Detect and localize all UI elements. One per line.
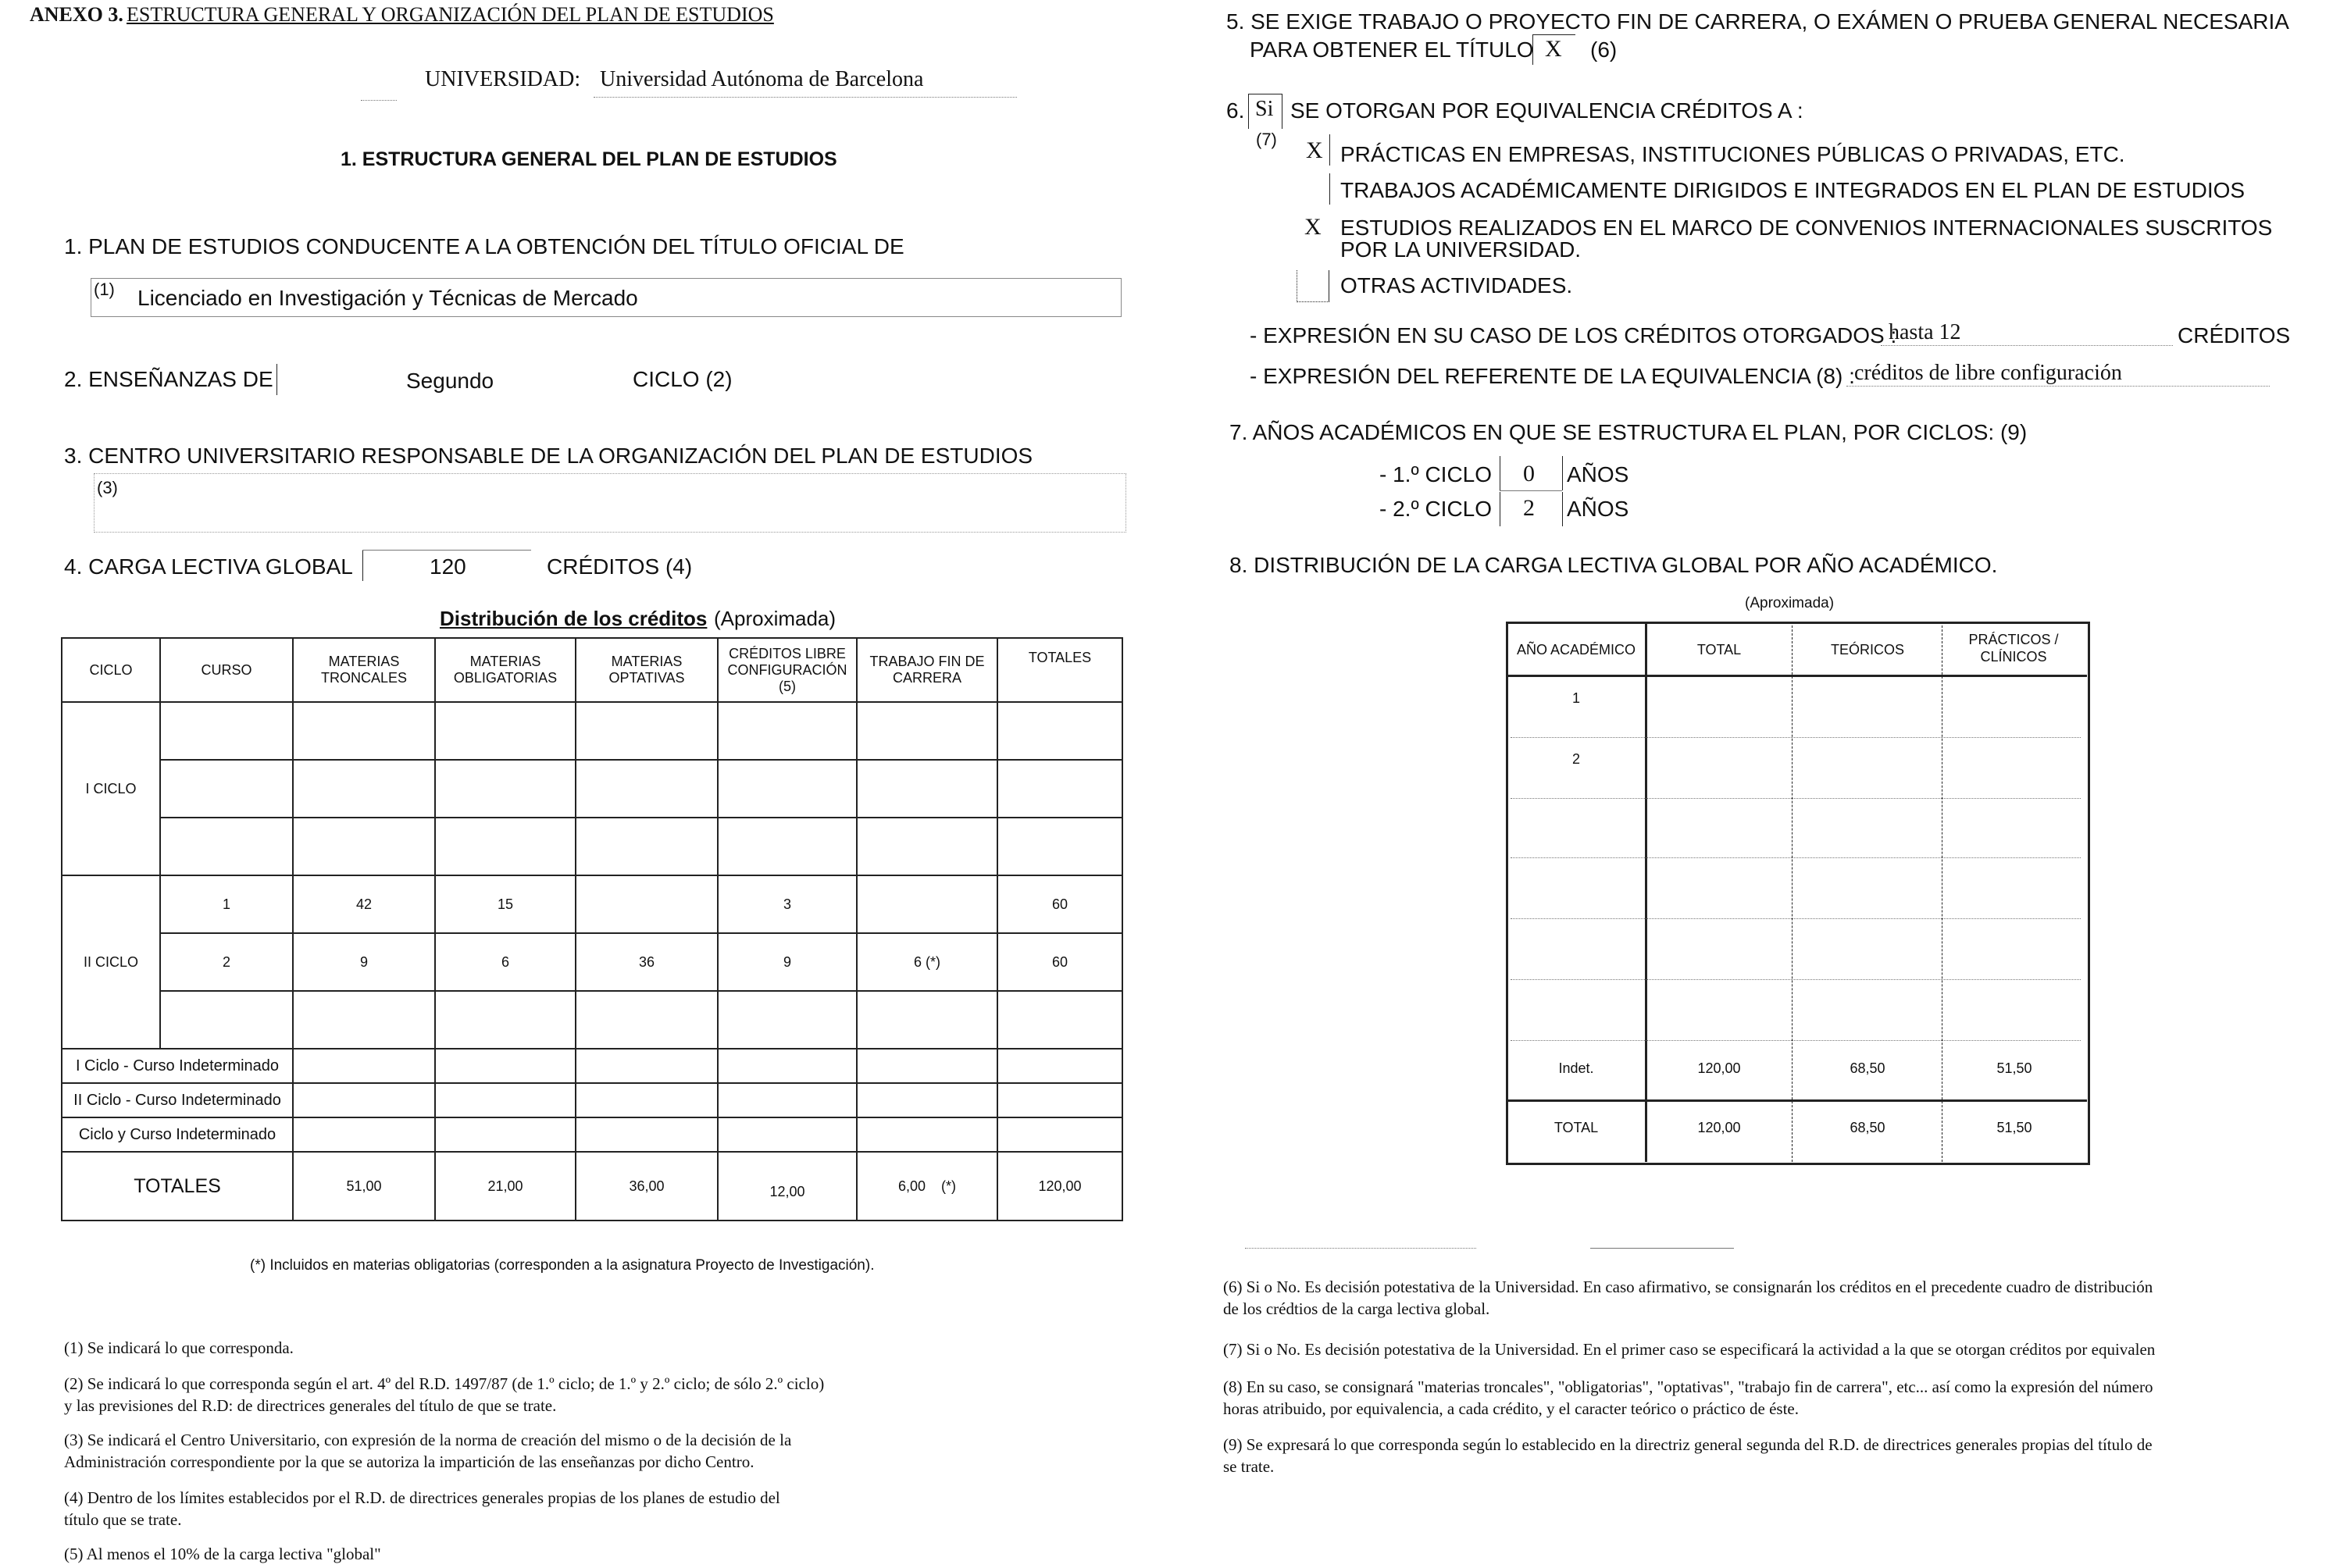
ciclo-2-label: II CICLO [62,875,160,1049]
ciclo2-value: 2 [1523,495,1535,521]
expr2-value: créditos de libre configuración [1854,361,2122,385]
year-table-col-divider-1 [1645,622,1647,1162]
cell-trabajo: 6 (*) [857,933,997,991]
year-row-line-6 [1511,1040,2081,1041]
year-table-col-divider-2 [1792,622,1793,1162]
year-total-label: TOTAL [1554,1120,1599,1135]
total-troncales: 51,00 [293,1152,435,1221]
year-table-header-rule [1506,675,2087,677]
table-row [62,875,1122,933]
expr2-label: - EXPRESIÓN DEL REFERENTE DE LA EQUIVALENCIA (8) : [1250,364,1855,388]
ciclo2-box-right [1562,492,1563,526]
item5-value: X [1545,36,1562,62]
opt1-mark: X [1306,137,1323,163]
year-col-header-practicos: PRÁCTICOS / CLÍNICOS [1968,632,2059,665]
footnote-9: (9) Se expresará lo que corresponda según lo establecido en la directriz general segunda del R.D. de directrices generales propias del título de [1223,1435,2153,1454]
item4-suffix: CRÉDITOS (4) [547,554,693,579]
cell-libre: 3 [718,875,857,933]
footnote-1: (1) Se indicará lo que corresponda. [64,1338,294,1357]
item1-label: 1. PLAN DE ESTUDIOS CONDUCENTE A LA OBTENCIÓN DEL TÍTULO OFICIAL DE [64,234,904,258]
footnote-5: (5) Al menos el 10% de la carga lectiva "global" [64,1545,381,1563]
opt1-box-edge [1329,134,1330,166]
table-note: (*) Incluidos en materias obligatorias (corresponden a la asignatura Proyecto de Investigación). [250,1257,875,1274]
cell-obligatorias: 15 [435,875,576,933]
dist-title: Distribución de los créditos [440,607,708,630]
dist-title-suffix: (Aproximada) [714,607,837,630]
ciclo1-label: - 1.º CICLO [1379,462,1493,486]
expr1-label: - EXPRESIÓN EN SU CASO DE LOS CRÉDITOS OTORGADOS : [1250,323,1897,347]
indet-row-2: II Ciclo - Curso Indeterminado [62,1083,293,1117]
item5-line2: PARA OBTENER EL TÍTULO [1250,37,1534,62]
item1-ref: (1) [94,280,115,299]
footnote-4: (4) Dentro de los límites establecidos por el R.D. de directrices generales propias de los planes de estudio del [64,1488,780,1507]
cell-troncales: 9 [293,933,435,991]
cell-optativas: 36 [576,933,718,991]
cell-troncales: 42 [293,875,435,933]
ciclo2-label: - 2.º CICLO [1379,497,1493,521]
item7-label: 7. AÑOS ACADÉMICOS EN QUE SE ESTRUCTURA EL PLAN, POR CICLOS: (9) [1229,420,2028,444]
annex-title: ESTRUCTURA GENERAL Y ORGANIZACIÓN DEL PLAN DE ESTUDIOS [127,3,774,26]
expr1-underline [1881,345,2173,346]
item8-sub: (Aproximada) [1745,595,1835,611]
footnote-9-cont: se trate. [1223,1457,1275,1476]
cell-curso: 2 [160,933,293,991]
distribution-table [61,637,1123,1221]
item4-box-top [362,550,531,551]
university-underline-left [361,100,397,101]
item3-label: 3. CENTRO UNIVERSITARIO RESPONSABLE DE LA ORGANIZACIÓN DEL PLAN DE ESTUDIOS [64,444,1033,468]
year-row-2: 2 [1571,751,1580,767]
item3-box [94,473,1126,533]
totals-row [62,1152,1122,1221]
total-totales: 120,00 [997,1152,1122,1221]
year-row-line-5 [1511,979,2081,980]
col-header-libre: CRÉDITOS LIBRE CONFIGURACIÓN (5) [718,638,857,702]
total-optativas: 36,00 [576,1152,718,1221]
footnote-7: (7) Si o No. Es decisión potestativa de la Universidad. En el primer caso se especificará la actividad a la que se otorgan créditos por equivalen [1223,1340,2156,1359]
item6-value: Si [1255,97,1274,121]
col-header-curso: CURSO [160,638,293,702]
expr1-suffix: CRÉDITOS [2178,323,2291,347]
year-row-line-2 [1511,798,2081,799]
item6-label: SE OTORGAN POR EQUIVALENCIA CRÉDITOS A : [1290,98,1803,123]
annex-label: ANEXO 3. [30,3,123,26]
year-row-line-4 [1511,918,2081,919]
total-libre: 12,00 [718,1152,857,1221]
opt2-label: TRABAJOS ACADÉMICAMENTE DIRIGIDOS E INTEGRADOS EN EL PLAN DE ESTUDIOS [1340,178,2246,202]
opt1-label: PRÁCTICAS EN EMPRESAS, INSTITUCIONES PÚBLICAS O PRIVADAS, ETC. [1340,142,2125,166]
cell-totales: 60 [997,875,1122,933]
opt3-line1: ESTUDIOS REALIZADOS EN EL MARCO DE CONVENIOS INTERNACIONALES SUSCRITOS [1340,216,2273,240]
opt2-box-edge [1329,173,1330,205]
expr2-underline [1846,386,2270,387]
cell-obligatorias: 6 [435,933,576,991]
item4-value: 120 [430,554,466,579]
year-indet-practicos: 51,50 [1996,1060,2032,1076]
anos-2: AÑOS [1567,497,1629,521]
opt4-box [1297,270,1329,302]
year-total-teoricos: 68,50 [1850,1120,1885,1135]
cell-trabajo [857,875,997,933]
footnote-6-cont: de los crédtios de la carga lectiva global. [1223,1299,1490,1318]
year-table-total-rule [1506,1099,2087,1102]
ciclo1-box-right [1562,456,1563,490]
ciclo1-box-bottom [1500,490,1562,491]
footnote-2-cont: y las previsiones del R.D: de directrices generales del título de que se trate. [64,1396,557,1415]
ciclo1-value: 0 [1523,461,1535,486]
col-header-totales: TOTALES [997,638,1122,702]
total-trabajo-mark: (*) [941,1178,957,1194]
item3-ref: (3) [97,478,118,497]
total-obligatorias: 21,00 [435,1152,576,1221]
footnote-8-cont: horas atribuido, por equivalencia, a cada crédito, y el caracter teórico o práctico de éste. [1223,1399,1799,1418]
indet-row-3: Ciclo y Curso Indeterminado [62,1117,293,1152]
footnote-8: (8) En su caso, se consignará "materias troncales", "obligatorias", "optativas", "trabajo fin de carrera", etc... así como la expresión del número [1223,1377,2153,1396]
university-label: UNIVERSIDAD: [425,67,581,91]
item1-value: Licenciado en Investigación y Técnicas de Mercado [137,286,638,310]
item4-label: 4. CARGA LECTIVA GLOBAL [64,554,353,579]
cell-curso: 1 [160,875,293,933]
col-header-optativas: MATERIAS OPTATIVAS [576,638,718,702]
year-total-practicos: 51,50 [1996,1120,2032,1135]
item2-box-edge [276,364,277,395]
opt3-mark: X [1304,214,1322,240]
cell-optativas [576,875,718,933]
footnote-separator-1 [1245,1248,1476,1249]
ciclo-1-label: I CICLO [62,702,160,875]
university-value: Universidad Autónoma de Barcelona [600,67,924,91]
item4-box-edge [362,550,363,581]
footnote-separator-2 [1590,1248,1734,1249]
item2-label: 2. ENSEÑANZAS DE [64,367,273,391]
year-col-header-teoricos: TEÓRICOS [1830,642,1904,657]
item5-ref: (6) [1590,37,1618,62]
section-title: 1. ESTRUCTURA GENERAL DEL PLAN DE ESTUDIOS [341,148,837,170]
year-total-total: 120,00 [1697,1120,1741,1135]
item5-line1: 5. SE EXIGE TRABAJO O PROYECTO FIN DE CARRERA, O EXÁMEN O PRUEBA GENERAL NECESARIA [1226,9,2289,34]
opt3-line2: POR LA UNIVERSIDAD. [1340,237,1582,262]
footnote-2: (2) Se indicará lo que corresponda según el art. 4º del R.D. 1497/87 (de 1.º ciclo; de 1.º y 2.º ciclo; de sólo 2.º ciclo) [64,1374,825,1393]
year-indet-total: 120,00 [1697,1060,1741,1076]
footnote-4-cont: título que se trate. [64,1510,182,1529]
university-underline [594,97,1017,98]
expr1-value: hasta 12 [1889,320,1961,344]
col-header-troncales: MATERIAS TRONCALES [293,638,435,702]
year-col-header-ano: AÑO ACADÉMICO [1516,642,1636,657]
total-trabajo-cell [857,1152,997,1221]
year-row-line-1 [1511,737,2081,738]
item2-value: Segundo [406,369,494,393]
year-indet-teoricos: 68,50 [1850,1060,1885,1076]
year-row-line-3 [1511,857,2081,858]
table-row [62,933,1122,991]
totals-label: TOTALES [62,1152,293,1221]
year-row-1: 1 [1571,690,1580,706]
year-col-header-total: TOTAL [1696,642,1742,657]
total-trabajo: 6,00 [897,1178,926,1194]
col-header-obligatorias: MATERIAS OBLIGATORIAS [435,638,576,702]
footnote-3-cont: Administración correspondiente por la que se autoriza la impartición de las enseñanzas por dicho Centro. [64,1452,754,1471]
cell-totales: 60 [997,933,1122,991]
indet-row-1: I Ciclo - Curso Indeterminado [62,1049,293,1083]
footnote-3: (3) Se indicará el Centro Universitario, con expresión de la norma de creación del mismo o de la decisión de la [64,1431,792,1449]
cell-libre: 9 [718,933,857,991]
anos-1: AÑOS [1567,462,1629,486]
opt4-label: OTRAS ACTIVIDADES. [1340,273,1573,298]
footnote-6: (6) Si o No. Es decisión potestativa de la Universidad. En caso afirmativo, se consignarán los créditos en el precedente cuadro de distribución [1223,1278,2153,1296]
item6-ref: (7) [1256,130,1277,149]
item6-num: 6. [1226,98,1245,123]
item8-label: 8. DISTRIBUCIÓN DE LA CARGA LECTIVA GLOBAL POR AÑO ACADÉMICO. [1229,553,1998,577]
item2-suffix: CICLO (2) [633,367,733,391]
year-indet-label: Indet. [1558,1060,1594,1076]
col-header-trabajo: TRABAJO FIN DE CARRERA [857,638,997,702]
col-header-ciclo: CICLO [62,638,160,702]
